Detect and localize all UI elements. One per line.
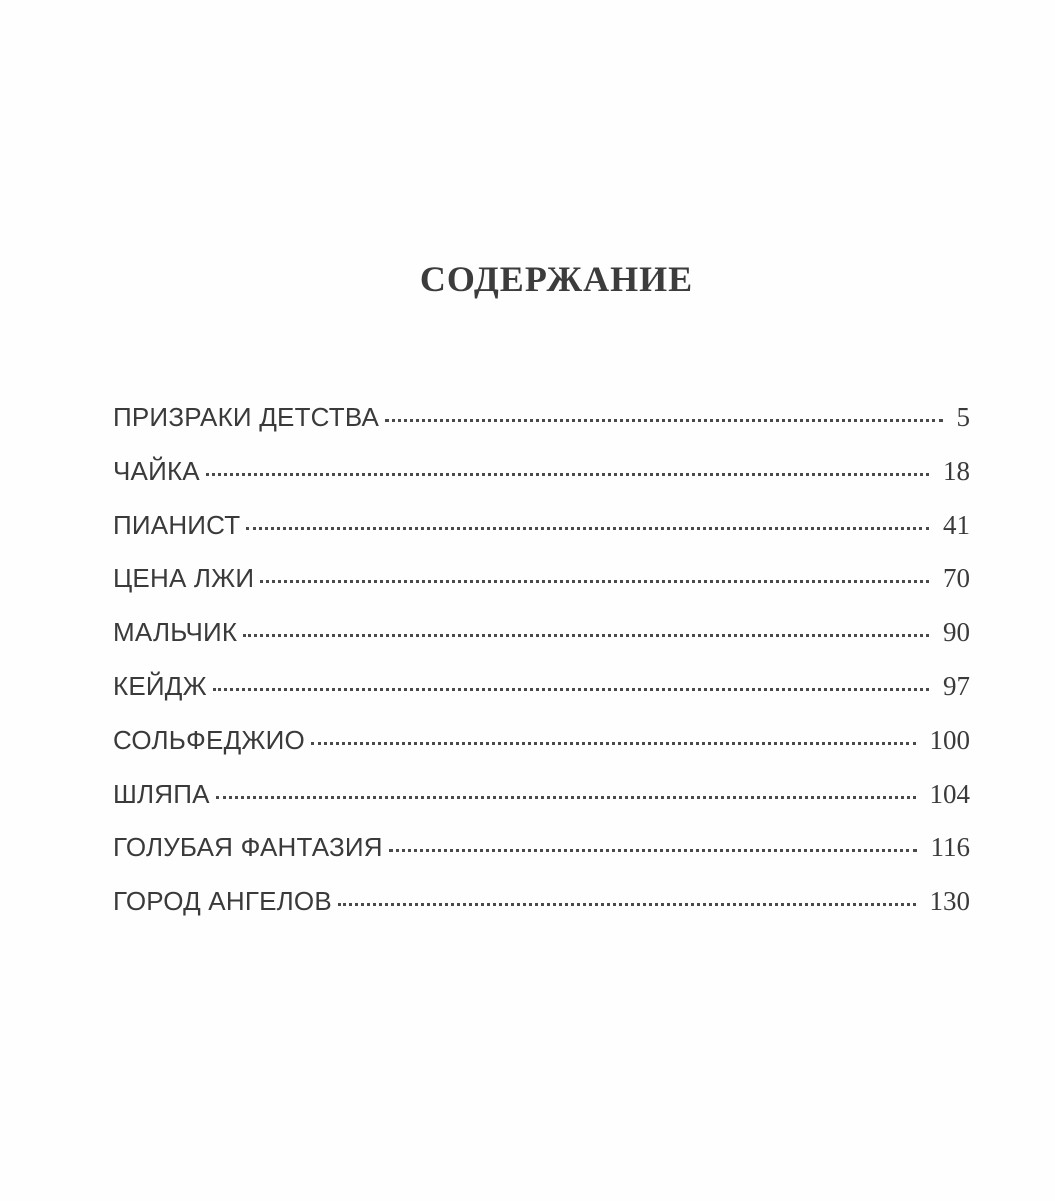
dot-leader	[216, 794, 916, 799]
toc-entry	[113, 612, 970, 666]
toc-entry	[113, 451, 970, 505]
toc-heading: СОДЕРЖАНИЕ	[419, 259, 694, 299]
toc-entry	[113, 881, 970, 935]
toc-entry-title: ГОЛУБАЯ ФАНТАЗИЯ	[113, 832, 383, 863]
toc-entry	[113, 774, 970, 828]
toc-entry	[113, 558, 970, 612]
toc-entry-page: 116	[930, 832, 970, 863]
dot-leader	[311, 740, 916, 745]
dot-leader	[260, 578, 929, 583]
toc-entry-page: 97	[943, 670, 970, 701]
toc-entry	[113, 666, 970, 720]
toc-entry-title: ПИАНИСТ	[113, 509, 241, 540]
toc-entry-title: ПРИЗРАКИ ДЕТСТВА	[113, 402, 380, 432]
toc-entry-page: 41	[943, 509, 970, 540]
toc-entry-page: 130	[929, 886, 970, 917]
toc-entry-page: 104	[929, 778, 970, 809]
toc-entry-title: СОЛЬФЕДЖИО	[113, 724, 305, 755]
toc-entry	[113, 827, 970, 881]
toc-entry-page: 18	[943, 455, 970, 486]
toc-entry-title: ШЛЯПА	[113, 778, 210, 809]
toc-entry	[113, 397, 970, 451]
toc-entry	[113, 505, 970, 559]
dot-leader	[206, 471, 929, 476]
toc-entry-page: 90	[943, 617, 970, 648]
toc-entry-title: ГОРОД АНГЕЛОВ	[113, 886, 332, 917]
toc-entry-page: 70	[943, 563, 970, 594]
toc-entry-page: 100	[929, 724, 970, 755]
dot-leader	[246, 525, 929, 530]
dot-leader	[385, 417, 942, 422]
toc-entry-title: ЦЕНА ЛЖИ	[113, 563, 255, 594]
dot-leader	[338, 901, 916, 906]
dot-leader	[213, 686, 929, 691]
toc-entry-title: КЕЙДЖ	[113, 670, 207, 701]
dot-leader	[389, 847, 917, 852]
table-of-contents	[113, 397, 970, 935]
dot-leader	[243, 632, 929, 637]
toc-entry-title: МАЛЬЧИК	[113, 617, 238, 648]
toc-entry-page: 5	[956, 402, 970, 432]
toc-entry	[113, 720, 970, 774]
toc-entry-title: ЧАЙКА	[113, 455, 200, 486]
